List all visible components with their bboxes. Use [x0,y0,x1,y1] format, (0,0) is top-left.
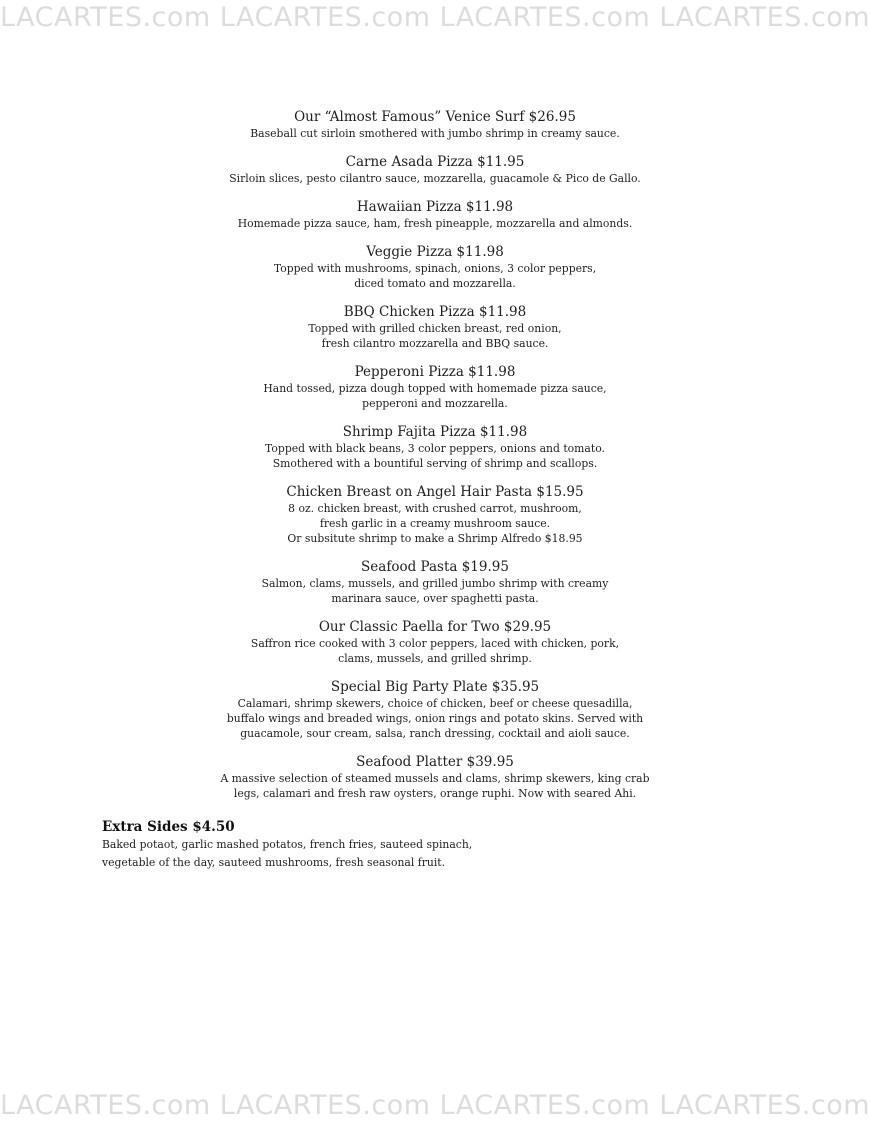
menu-items-list [0,108,870,813]
menu-item-title: Special Big Party Plate $35.95 [330,679,540,695]
description-line: Or subsitute shrimp to make a Shrimp Alfredo $18.95 [287,532,583,545]
description-line: Smothered with a bountiful serving of shrimp and scallops. [272,457,598,470]
menu-item-hawaiian-pizza [0,198,870,231]
description-line: Topped with grilled chicken breast, red onion, [308,322,562,335]
menu-item-title: Carne Asada Pizza $11.95 [345,154,525,170]
menu-item-chicken-angel-hair-pasta [0,483,870,546]
menu-item-title: Veggie Pizza $11.98 [366,244,504,260]
description-line: Baked potaot, garlic mashed potatos, french fries, sauteed spinach, [102,838,473,851]
description-line: Sirloin slices, pesto cilantro sauce, mozzarella, guacamole & Pico de Gallo. [229,172,641,185]
description-line: Salmon, clams, mussels, and grilled jumbo shrimp with creamy [261,577,609,590]
menu-item-shrimp-fajita-pizza [0,423,870,471]
menu-item-title: Seafood Pasta $19.95 [361,559,509,575]
menu-item-description [0,321,870,351]
menu-item-description [0,216,870,231]
menu-item-description [0,441,870,471]
description-line: diced tomato and mozzarella. [354,277,516,290]
menu-item-title: Our Classic Paella for Two $29.95 [318,619,552,635]
menu-item-carne-asada-pizza [0,153,870,186]
extra-sides-description [102,836,602,872]
description-line: clams, mussels, and grilled shrimp. [338,652,532,665]
menu-item-title: Pepperoni Pizza $11.98 [354,364,516,380]
description-line: A massive selection of steamed mussels and clams, shrimp skewers, king crab [220,772,650,785]
extra-sides-section [102,818,602,872]
menu-item-big-party-plate [0,678,870,741]
menu-item-description [0,381,870,411]
extra-sides-title: Extra Sides $4.50 [102,819,235,835]
description-line: buffalo wings and breaded wings, onion rings and potato skins. Served with [226,712,644,725]
description-line: pepperoni and mozzarella. [362,397,508,410]
menu-item-description [0,696,870,741]
description-line: marinara sauce, over spaghetti pasta. [331,592,539,605]
description-line: guacamole, sour cream, salsa, ranch dressing, cocktail and aioli sauce. [240,727,630,740]
menu-item-description [0,636,870,666]
menu-item-description [0,771,870,801]
description-line: Saffron rice cooked with 3 color peppers, laced with chicken, pork, [250,637,620,650]
menu-item-seafood-platter [0,753,870,801]
menu-item-description [0,261,870,291]
menu-item-veggie-pizza [0,243,870,291]
watermark-top: LACARTES.com LACARTES.com LACARTES.com LACARTES.com [0,2,870,33]
description-line: Baseball cut sirloin smothered with jumbo shrimp in creamy sauce. [250,127,620,140]
menu-item-title: Our “Almost Famous” Venice Surf $26.95 [294,109,576,125]
menu-item-classic-paella [0,618,870,666]
watermark-bottom: LACARTES.com LACARTES.com LACARTES.com LACARTES.com [0,1090,870,1121]
menu-item-description [0,501,870,546]
description-line: legs, calamari and fresh raw oysters, orange ruphi. Now with seared Ahi. [233,787,637,800]
menu-item-description [0,126,870,141]
menu-item-title: Chicken Breast on Angel Hair Pasta $15.95 [286,484,584,500]
menu-item-description [0,576,870,606]
description-line: fresh cilantro mozzarella and BBQ sauce. [321,337,549,350]
description-line: fresh garlic in a creamy mushroom sauce. [319,517,551,530]
description-line: 8 oz. chicken breast, with crushed carrot, mushroom, [288,502,582,515]
menu-item-title: Shrimp Fajita Pizza $11.98 [342,424,528,440]
menu-item-bbq-chicken-pizza [0,303,870,351]
menu-item-seafood-pasta [0,558,870,606]
menu-item-title: Seafood Platter $39.95 [356,754,514,770]
description-line: Topped with black beans, 3 color peppers, onions and tomato. [265,442,605,455]
menu-item-title: Hawaiian Pizza $11.98 [356,199,514,215]
menu-item-pepperoni-pizza [0,363,870,411]
description-line: Topped with mushrooms, spinach, onions, 3 color peppers, [273,262,597,275]
description-line: Hand tossed, pizza dough topped with homemade pizza sauce, [263,382,607,395]
menu-item-title: BBQ Chicken Pizza $11.98 [343,304,527,320]
menu-item-description [0,171,870,186]
description-line: vegetable of the day, sauteed mushrooms, fresh seasonal fruit. [102,856,446,869]
description-line: Homemade pizza sauce, ham, fresh pineapple, mozzarella and almonds. [237,217,633,230]
menu-item-venice-surf [0,108,870,141]
description-line: Calamari, shrimp skewers, choice of chicken, beef or cheese quesadilla, [237,697,633,710]
